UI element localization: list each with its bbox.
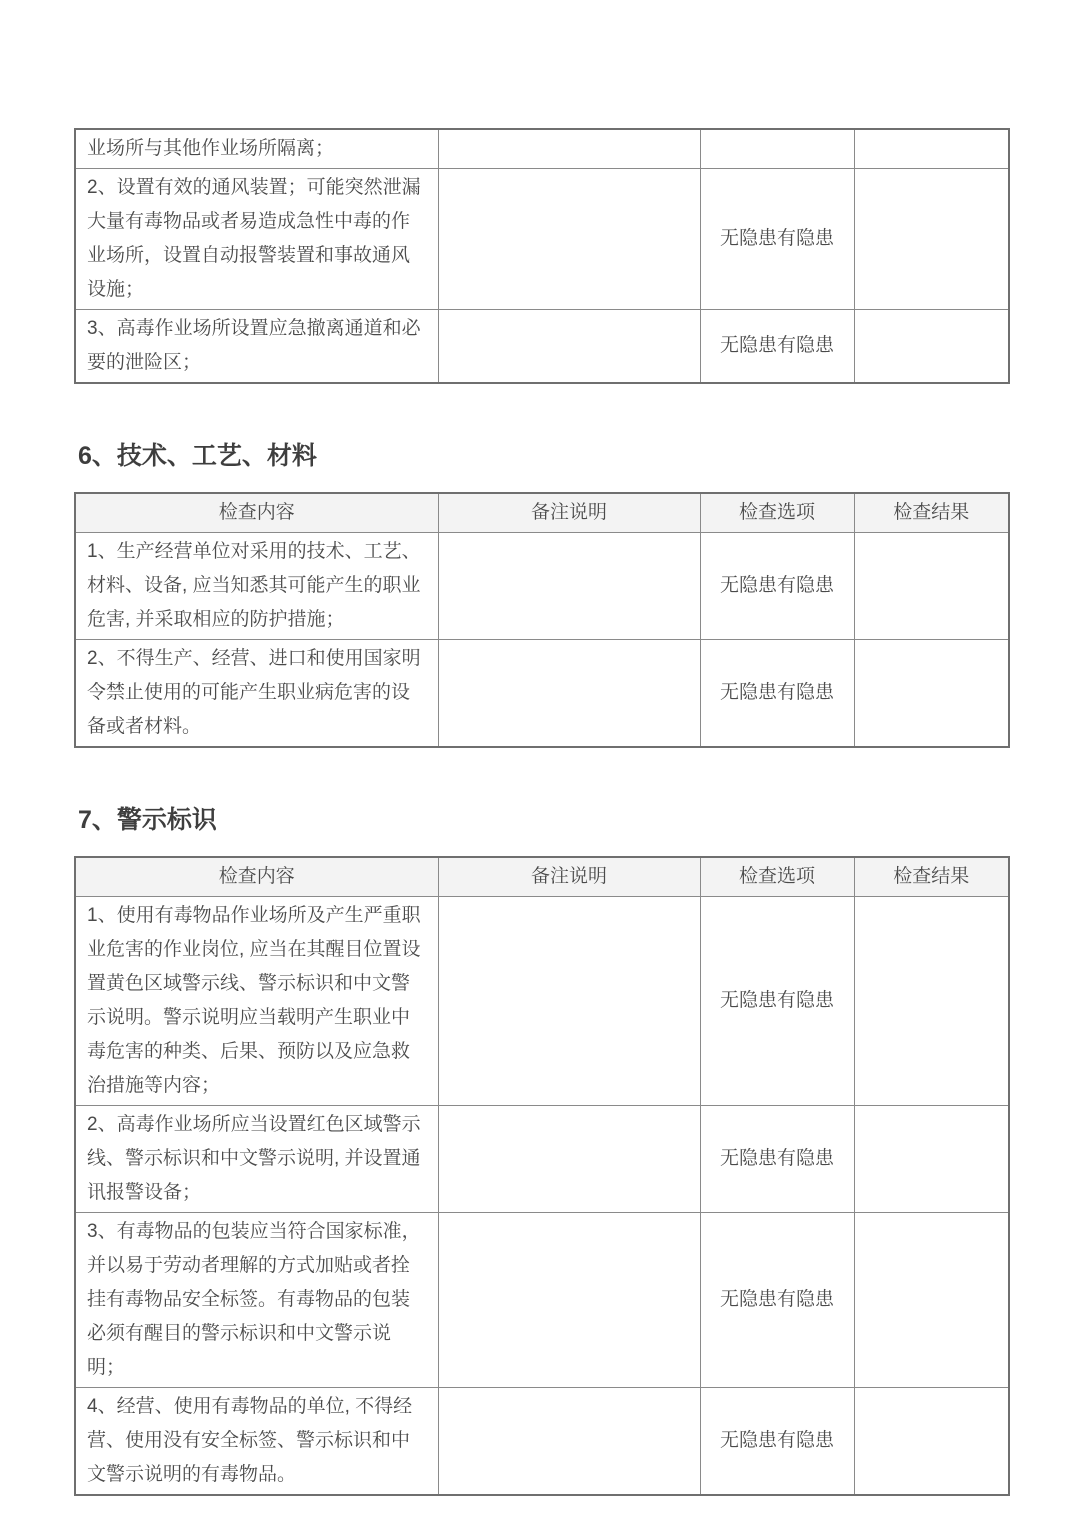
check-options-cell: 无隐患有隐患 <box>700 1388 854 1496</box>
section-7-title: 7、警示标识 <box>78 806 217 834</box>
check-content-cell: 1、使用有毒物品作业场所及产生严重职业危害的作业岗位, 应当在其醒目位置设置黄色区域警示线、警示标识和中文警示说明。警示说明应当载明产生职业中毒危害的种类、后果、预防以及应急救治措施等内容； <box>75 897 438 1106</box>
table-row <box>75 1106 1009 1213</box>
note-cell <box>438 640 700 748</box>
note-cell <box>438 533 700 640</box>
column-header-check-options: 检查选项 <box>700 493 854 533</box>
check-result-cell <box>854 640 1009 748</box>
note-cell <box>438 1213 700 1388</box>
check-options-cell: 无隐患有隐患 <box>700 897 854 1106</box>
check-options-cell <box>700 129 854 169</box>
table-row <box>75 897 1009 1106</box>
table-header-row <box>75 857 1009 897</box>
note-cell <box>438 897 700 1106</box>
table-row <box>75 533 1009 640</box>
check-content-cell: 3、有毒物品的包装应当符合国家标准，并以易于劳动者理解的方式加贴或者拴挂有毒物品安全标签。有毒物品的包装必须有醒目的警示标识和中文警示说明； <box>75 1213 438 1388</box>
check-result-cell <box>854 1388 1009 1496</box>
column-header-check-result: 检查结果 <box>854 857 1009 897</box>
table-row <box>75 1388 1009 1496</box>
check-result-cell <box>854 1106 1009 1213</box>
column-header-check-result: 检查结果 <box>854 493 1009 533</box>
section-7-table <box>74 856 1010 1496</box>
check-options-cell: 无隐患有隐患 <box>700 640 854 748</box>
note-cell <box>438 310 700 384</box>
table-row <box>75 640 1009 748</box>
check-options-cell: 无隐患有隐患 <box>700 169 854 310</box>
check-result-cell <box>854 169 1009 310</box>
table-row <box>75 310 1009 384</box>
section-6-table <box>74 492 1010 748</box>
section-6-title: 6、技术、工艺、材料 <box>78 442 317 470</box>
column-header-check-options: 检查选项 <box>700 857 854 897</box>
check-content-cell: 2、不得生产、经营、进口和使用国家明令禁止使用的可能产生职业病危害的设备或者材料。 <box>75 640 438 748</box>
table-row <box>75 1213 1009 1388</box>
column-header-note: 备注说明 <box>438 493 700 533</box>
check-content-cell: 3、高毒作业场所设置应急撤离通道和必要的泄险区； <box>75 310 438 384</box>
table-row <box>75 129 1009 169</box>
check-options-cell: 无隐患有隐患 <box>700 1106 854 1213</box>
table-header-row <box>75 493 1009 533</box>
column-header-check-content: 检查内容 <box>75 857 438 897</box>
check-result-cell <box>854 310 1009 384</box>
check-result-cell <box>854 129 1009 169</box>
checklist-table-continued <box>74 128 1010 384</box>
column-header-check-content: 检查内容 <box>75 493 438 533</box>
column-header-note: 备注说明 <box>438 857 700 897</box>
check-options-cell: 无隐患有隐患 <box>700 310 854 384</box>
check-result-cell <box>854 897 1009 1106</box>
check-content-cell: 4、经营、使用有毒物品的单位, 不得经营、使用没有安全标签、警示标识和中文警示说明的有毒物品。 <box>75 1388 438 1496</box>
note-cell <box>438 129 700 169</box>
note-cell <box>438 169 700 310</box>
note-cell <box>438 1106 700 1213</box>
check-options-cell: 无隐患有隐患 <box>700 1213 854 1388</box>
check-content-cell: 业场所与其他作业场所隔离； <box>75 129 438 169</box>
check-result-cell <box>854 533 1009 640</box>
check-result-cell <box>854 1213 1009 1388</box>
table-row <box>75 169 1009 310</box>
check-content-cell: 1、生产经营单位对采用的技术、工艺、材料、设备, 应当知悉其可能产生的职业危害, 并采取相应的防护措施； <box>75 533 438 640</box>
check-options-cell: 无隐患有隐患 <box>700 533 854 640</box>
check-content-cell: 2、高毒作业场所应当设置红色区域警示线、警示标识和中文警示说明, 并设置通讯报警设备； <box>75 1106 438 1213</box>
note-cell <box>438 1388 700 1496</box>
check-content-cell: 2、设置有效的通风装置；可能突然泄漏大量有毒物品或者易造成急性中毒的作业场所，设置自动报警装置和事故通风设施； <box>75 169 438 310</box>
